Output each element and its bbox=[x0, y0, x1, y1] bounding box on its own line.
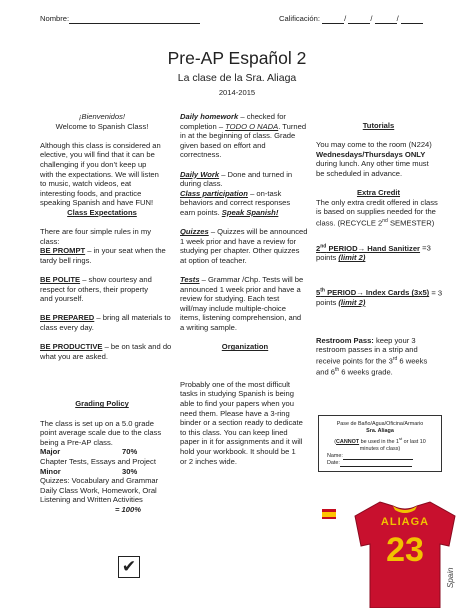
minor-row bbox=[40, 467, 164, 477]
grade-label: Calificación: bbox=[279, 14, 320, 23]
text-line: minutes of class) bbox=[359, 445, 401, 452]
rule-text: – be on task and do bbox=[102, 342, 172, 352]
class-participation-label: Class participation bbox=[180, 188, 248, 198]
school-year: 2014-2015 bbox=[218, 88, 256, 97]
jersey-name: ALIAGA bbox=[380, 516, 430, 528]
rule-text: – in your seat when the bbox=[85, 246, 166, 256]
text-line: You may come to the room (N224) bbox=[316, 140, 432, 150]
text-line: being a Pre-AP class. bbox=[40, 437, 113, 447]
grade-line-4 bbox=[401, 15, 423, 24]
text-line: to this class. You can keep lined bbox=[180, 427, 288, 437]
text: 6 weeks bbox=[397, 356, 428, 366]
text-line: given based on effort and bbox=[180, 140, 266, 150]
text-line: Quizzes: Vocabulary and Grammar bbox=[40, 476, 159, 486]
text-line: Wednesdays/Thursdays ONLY bbox=[316, 149, 426, 159]
country-label: Spain bbox=[446, 567, 455, 588]
major-label: Major bbox=[40, 447, 61, 457]
grading-policy-heading: Grading Policy bbox=[75, 399, 129, 409]
grade-line-2 bbox=[348, 14, 373, 24]
rule-prompt bbox=[40, 246, 164, 256]
slash: / bbox=[370, 14, 373, 23]
rule-label: BE PREPARED bbox=[40, 313, 95, 323]
name-label: Nombre: bbox=[40, 14, 70, 23]
text-line: studying per chapter. Other quizzes bbox=[180, 246, 300, 256]
text-line: The class is set up on a 5.0 grade bbox=[40, 418, 154, 428]
text-line: what you are asked. bbox=[40, 351, 108, 361]
text: =3 bbox=[420, 243, 431, 253]
page-subtitle: La clase de la Sra. Aliaga bbox=[177, 72, 297, 84]
text: – checked for bbox=[238, 112, 286, 121]
text: – on-task bbox=[247, 188, 282, 198]
text: 5 bbox=[316, 288, 321, 298]
rule-label: BE PRODUCTIVE bbox=[40, 342, 103, 352]
limit-note: (limit 2) bbox=[338, 253, 366, 263]
text: earn points. bbox=[180, 207, 222, 217]
text-line: interesting foods, and practice bbox=[40, 188, 142, 198]
text: 6 weeks grade. bbox=[339, 367, 393, 377]
column-3 bbox=[316, 121, 441, 377]
tutorials-heading: Tutorials bbox=[362, 121, 395, 130]
text: SEMESTER) bbox=[387, 218, 435, 228]
name-line bbox=[69, 15, 200, 24]
text: = 3 bbox=[429, 288, 443, 298]
text-line: Listening and Written Activities bbox=[40, 495, 143, 505]
name-line bbox=[343, 454, 413, 460]
class-expectations-heading: Class Expectations bbox=[67, 207, 137, 217]
text-line: restroom passes in a strip and bbox=[316, 345, 418, 355]
tests-label: Tests bbox=[180, 275, 200, 285]
text-line: point average scale due to the class bbox=[40, 428, 162, 438]
superscript: nd bbox=[320, 243, 327, 250]
text-line: 1 week prior and have a review for bbox=[180, 236, 297, 246]
text: – Done and turned in bbox=[219, 169, 293, 179]
organization-heading: Organization bbox=[221, 342, 269, 352]
text: points bbox=[316, 253, 339, 263]
superscript: nd bbox=[382, 217, 388, 224]
text-line: binder or a section ready to dedicate bbox=[180, 418, 303, 428]
grade-field[interactable] bbox=[279, 14, 423, 24]
cannot: CANNOT bbox=[336, 438, 360, 445]
text: points bbox=[316, 297, 339, 307]
pass-date-label: Date: bbox=[327, 459, 340, 466]
text-line: need them. Please have a 3-ring bbox=[180, 408, 290, 418]
text: class. (RECYCLE 2 bbox=[316, 218, 383, 228]
jersey-number: 23 bbox=[386, 531, 424, 569]
text: completion – bbox=[180, 121, 226, 131]
text-line: items, listening comprehension, and bbox=[180, 313, 302, 323]
text: be used in the 1 bbox=[359, 438, 399, 445]
text-line: behaviors and correct responses bbox=[180, 198, 291, 208]
text-line: is based on supplies needed for the bbox=[316, 207, 436, 217]
rule-label: BE POLITE bbox=[40, 275, 81, 285]
period-2-item: PERIOD→ Hand Sanitizer bbox=[326, 243, 421, 253]
text-line: able to find your papers when you bbox=[180, 399, 294, 409]
rule-label: BE PROMPT bbox=[40, 246, 86, 256]
text: receive points for the 3 bbox=[316, 356, 393, 366]
text: or last 10 bbox=[402, 438, 426, 445]
slash: / bbox=[344, 14, 347, 23]
rule-polite bbox=[40, 275, 164, 285]
daily-homework-label: Daily homework bbox=[180, 112, 239, 121]
text: . Turned bbox=[278, 121, 307, 131]
minor-label: Minor bbox=[40, 466, 61, 476]
text-line: in at the beginning of class. Grade bbox=[180, 131, 296, 141]
text-line: paper in it for assignments and it will bbox=[180, 437, 303, 447]
text-line: review for studying. Each test bbox=[180, 294, 280, 304]
text-line: or 2 inches wide. bbox=[180, 456, 237, 466]
rule-text: – bring all materials to bbox=[94, 313, 171, 323]
text-line: at option of teacher. bbox=[180, 255, 247, 265]
text: and 6 bbox=[316, 367, 336, 377]
extra-credit-heading: Extra Credit bbox=[356, 188, 401, 198]
superscript: th bbox=[335, 366, 340, 373]
speak-spanish: Speak Spanish! bbox=[221, 207, 279, 217]
text: – Quizzes will be announced bbox=[208, 227, 308, 237]
restroom-pass-label: Restroom Pass: bbox=[316, 335, 374, 345]
restroom-pass-card bbox=[318, 415, 442, 472]
text-line: Although this class is considered an bbox=[40, 140, 161, 150]
text-line: during lunch. Any other time must bbox=[316, 159, 429, 169]
pass-name-field[interactable] bbox=[319, 453, 441, 460]
welcome-subheading: Welcome to Spanish Class! bbox=[55, 121, 149, 131]
spain-flag-icon bbox=[322, 509, 336, 519]
text-line: Daily Class Work, Homework, Oral bbox=[40, 485, 157, 495]
major-percent: 70% bbox=[122, 447, 138, 457]
minor-percent: 30% bbox=[122, 466, 138, 476]
grade-line-1 bbox=[322, 14, 347, 24]
text-line: class: bbox=[40, 236, 60, 246]
text-line: announced 1 week prior and have a bbox=[180, 284, 301, 294]
text-line: challenging if you don’t keep up bbox=[40, 159, 147, 169]
text-line: Chapter Tests, Essays and Project bbox=[40, 457, 156, 466]
text-line: The only extra credit offered in class bbox=[316, 197, 438, 207]
check-icon: ✔ bbox=[121, 557, 137, 576]
text-line: and yourself. bbox=[40, 294, 84, 304]
column-1 bbox=[40, 112, 172, 515]
soccer-jersey-image bbox=[345, 498, 465, 608]
date-line bbox=[340, 461, 412, 467]
daily-work-label: Daily Work bbox=[180, 169, 220, 179]
quizzes-label: Quizzes bbox=[180, 227, 209, 237]
text-line: with the expectations. We will listen bbox=[40, 169, 159, 179]
superscript: rd bbox=[392, 355, 398, 362]
major-row bbox=[40, 447, 164, 457]
text-line: tasks in studying Spanish is being bbox=[180, 389, 294, 399]
superscript: th bbox=[320, 287, 325, 294]
text-line: Probably one of the most difficult bbox=[180, 379, 291, 389]
text-line: be scheduled in advance. bbox=[316, 168, 403, 178]
text-line: will/may include multiple-choice bbox=[180, 303, 286, 313]
pass-date-field[interactable] bbox=[319, 460, 441, 467]
grade-total: = 100% bbox=[115, 504, 141, 514]
text-line: There are four simple rules in my bbox=[40, 227, 151, 237]
name-field[interactable] bbox=[40, 14, 200, 24]
rule-prepared bbox=[40, 313, 171, 323]
welcome-heading: ¡Bienvenidos! bbox=[78, 112, 125, 121]
pass-teacher: Sra. Aliaga bbox=[366, 428, 394, 434]
text: – Grammar /Chp. Tests will be bbox=[199, 275, 304, 285]
text-line: respect for others, their property bbox=[40, 284, 149, 294]
text: ( bbox=[334, 438, 337, 445]
column-2 bbox=[180, 112, 310, 466]
rule-productive bbox=[40, 342, 172, 352]
text-line: class every day. bbox=[40, 323, 94, 333]
text-line: correctness. bbox=[180, 150, 222, 160]
superscript: st bbox=[398, 436, 403, 441]
text-line: a writing sample. bbox=[180, 323, 237, 333]
checkbox-checked[interactable] bbox=[118, 556, 140, 578]
text-line: elective, you will find that it can be bbox=[40, 150, 155, 160]
rule-text: – show courtesy and bbox=[80, 275, 152, 285]
text-line: tardy bell rings. bbox=[40, 255, 92, 265]
period-5-item: PERIOD→ Index Cards (3x5) bbox=[324, 288, 430, 298]
intro-paragraph bbox=[40, 141, 164, 208]
text: 2 bbox=[316, 243, 321, 253]
text-line: speaking Spanish and have FUN! bbox=[40, 198, 154, 208]
pass-name-label: Name: bbox=[327, 452, 343, 459]
text-line: to music, watch videos, eat bbox=[40, 179, 132, 189]
page-title: Pre-AP Español 2 bbox=[167, 48, 307, 68]
text-line: hold your workbook. It should be 1 bbox=[180, 447, 296, 456]
grade-line-3 bbox=[375, 15, 397, 24]
pass-title: Pase de Baño/Agua/Oficina/Armario bbox=[336, 421, 424, 427]
slash: / bbox=[396, 14, 399, 23]
limit-note: (limit 2) bbox=[338, 297, 366, 307]
text: keep your 3 bbox=[373, 335, 416, 345]
text-line: during class. bbox=[180, 179, 223, 189]
todo-o-nada: TODO O NADA bbox=[225, 121, 279, 131]
